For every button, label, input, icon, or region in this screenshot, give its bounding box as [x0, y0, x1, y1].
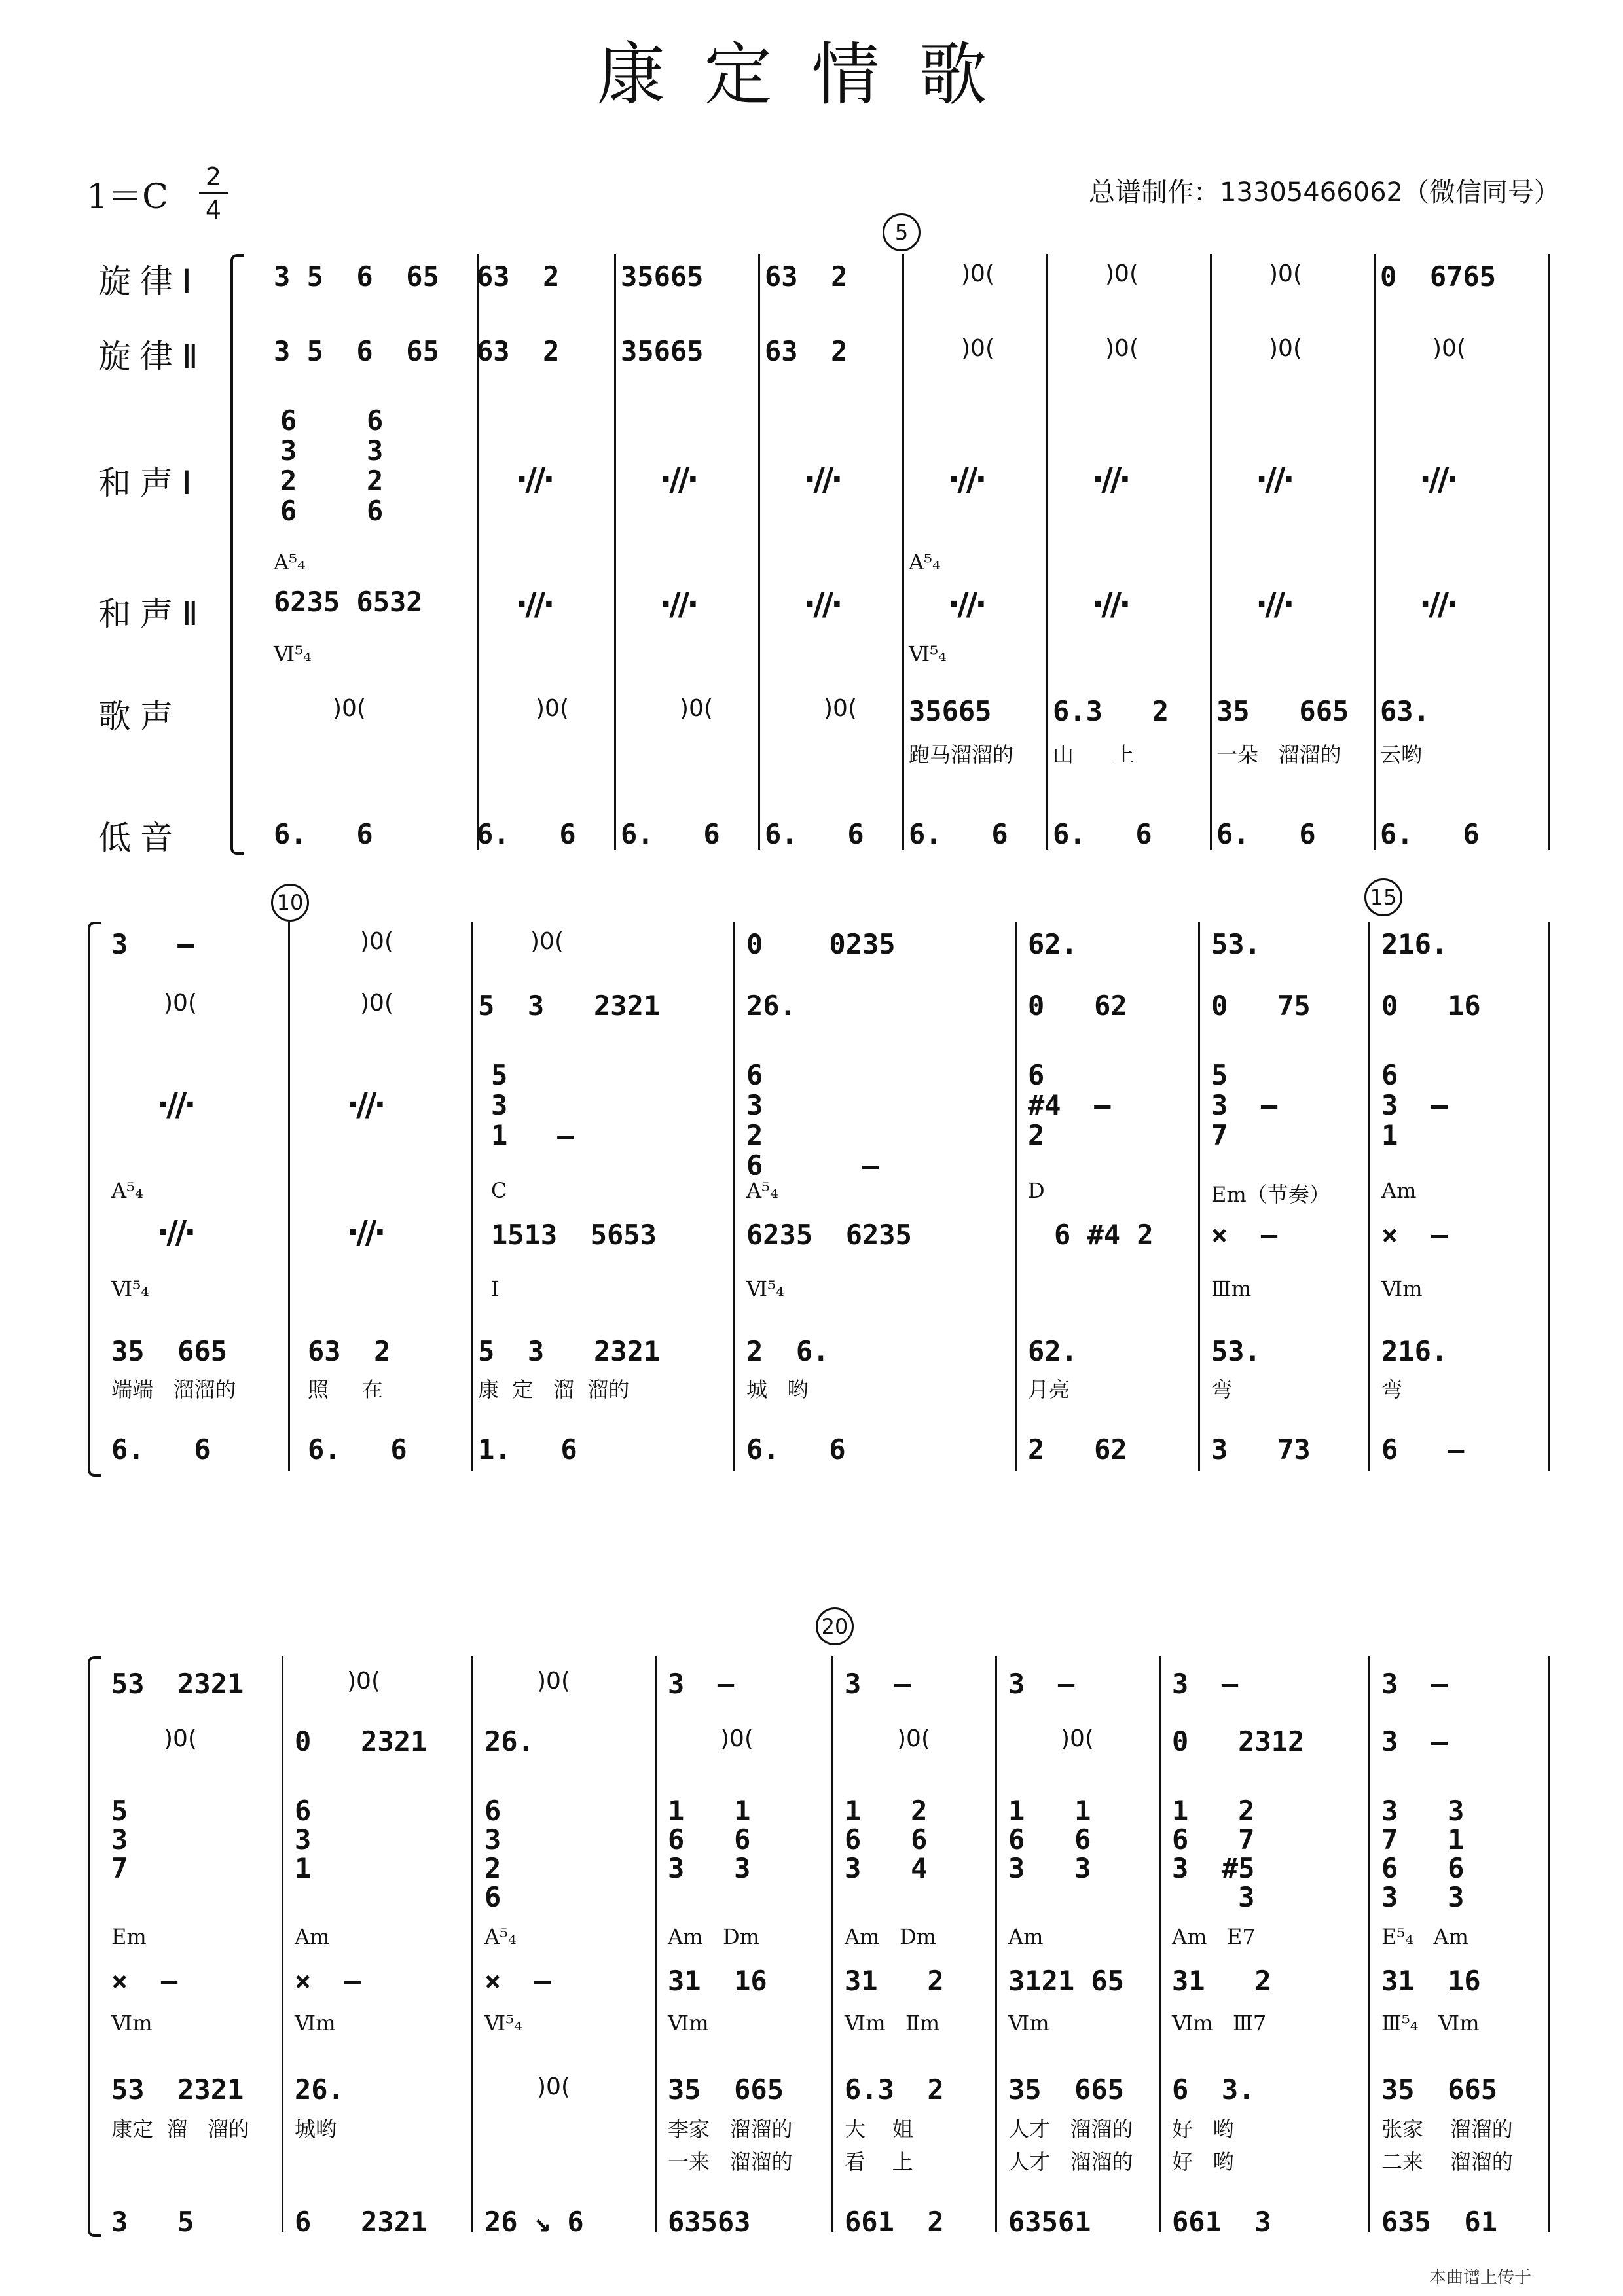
melody2-measure: 0 2312 — [1172, 1725, 1305, 1757]
harmony1-chord-stack: 5 3 1 – — [491, 1059, 574, 1151]
harmony2-chord-label: A⁵₄ — [111, 1178, 143, 1203]
harmony2-measure: × – — [295, 1965, 361, 1997]
melody1-measure: 3 – — [668, 1668, 735, 1700]
melody2-measure: 0 2321 — [295, 1725, 428, 1757]
system3-barline — [471, 1656, 473, 2232]
bass-measure: 63561 — [1008, 2206, 1091, 2238]
vocal-measure: 5 3 2321 — [478, 1335, 661, 1367]
melody1-measure: 62. — [1028, 928, 1078, 960]
lyric-line: 看 上 — [845, 2149, 913, 2174]
harmony2-measure: × – — [1211, 1219, 1278, 1251]
bass-measure: 6 2321 — [295, 2206, 428, 2238]
vocal-measure: 35 665 — [1381, 2073, 1498, 2106]
melody2-measure: 0 62 — [1028, 990, 1127, 1022]
system2-barline — [471, 922, 473, 1471]
system3-brace — [88, 1656, 101, 2237]
harmony1-repeat-sign: ·//· — [804, 461, 841, 498]
harmony2-measure: 31 16 — [1381, 1965, 1481, 1997]
harmony2-roman-label: Ⅵ⁵₄ — [746, 1276, 784, 1301]
vocal-measure: 62. — [1028, 1335, 1078, 1367]
melody1-measure: 3 5 6 65 — [274, 260, 439, 293]
harmony1-repeat-sign: ·//· — [948, 461, 985, 498]
melody1-measure: )0( — [530, 928, 564, 955]
harmony2-repeat-sign: ·//· — [347, 1214, 384, 1251]
harmony1-chord-stack: 6 3 2 6 — [484, 1795, 501, 1913]
time-signature-top: 2 — [205, 162, 222, 191]
system2-barline — [1368, 922, 1370, 1471]
harmony2-chord-label: Am Dm — [845, 1924, 936, 1949]
harmony2-roman-label: Ⅵm — [111, 2011, 153, 2036]
vocal-rest: )0( — [680, 695, 713, 722]
harmony2-roman-label: Ⅵm — [1008, 2011, 1049, 2036]
bass-measure: 1. 6 — [478, 1433, 577, 1465]
system1-barline — [1210, 254, 1212, 850]
harmony2-roman-label: Ⅵ⁵₄ — [274, 641, 312, 666]
staff-label-harmony2: 和声Ⅱ — [98, 595, 208, 633]
vocal-measure: 53. — [1211, 1335, 1261, 1367]
harmony2-measure: 3121 65 — [1008, 1965, 1125, 1997]
harmony2-chord-label: Am Dm — [668, 1924, 759, 1949]
harmony2-measure: 6235 6235 — [746, 1219, 912, 1251]
harmony2-chord-label: Am — [1008, 1924, 1044, 1949]
lyric-line: 人才 溜溜的 — [1008, 2149, 1133, 2174]
melody1-measure: )0( — [347, 1668, 380, 1695]
harmony2-repeat-sign: ·//· — [660, 586, 697, 622]
vocal-measure: 26. — [295, 2073, 344, 2106]
harmony2-measure: 31 2 — [1172, 1965, 1271, 1997]
melody1-measure: 35665 — [621, 260, 704, 293]
harmony2-chord-label: A⁵₄ — [484, 1924, 517, 1949]
harmony2-repeat-sign: ·//· — [1419, 586, 1456, 622]
bass-measure: 3 73 — [1211, 1433, 1311, 1465]
vocal-measure: 35 665 — [1216, 695, 1349, 727]
lyric-line: 云哟 — [1380, 742, 1423, 767]
system2-barline — [1015, 922, 1017, 1471]
bass-measure: 6. 6 — [1053, 818, 1152, 850]
lyric-line: 月亮 — [1028, 1377, 1070, 1402]
harmony2-roman-label: Ⅵm — [1381, 1276, 1423, 1301]
harmony1-chord-stack: 6 #4 – 2 — [1028, 1059, 1111, 1151]
bass-measure: 63563 — [668, 2206, 751, 2238]
melody2-measure: )0( — [961, 335, 994, 362]
harmony2-roman-label: Ⅲm — [1211, 1276, 1252, 1301]
harmony2-measure: × – — [111, 1965, 178, 1997]
harmony2-measure: × – — [484, 1965, 551, 1997]
bass-measure: 3 5 — [111, 2206, 194, 2238]
bass-measure: 6. 6 — [621, 818, 720, 850]
lyric-line: 一朵 溜溜的 — [1216, 742, 1341, 767]
lyric-line: 端端 溜溜的 — [111, 1377, 236, 1402]
harmony2-chord-label: E⁵₄ Am — [1381, 1924, 1468, 1949]
lyric-line: 好 哟 — [1172, 2149, 1234, 2174]
harmony2-chord-label: Am — [295, 1924, 330, 1949]
melody1-measure: 53 2321 — [111, 1668, 244, 1700]
vocal-rest: )0( — [333, 695, 366, 722]
melody2-measure: 26. — [484, 1725, 534, 1757]
vocal-measure: 35665 — [909, 695, 992, 727]
harmony2-repeat-sign: ·//· — [157, 1214, 194, 1251]
bass-measure: 6. 6 — [477, 818, 576, 850]
system1-barline — [614, 254, 616, 850]
melody1-measure: )0( — [360, 928, 393, 955]
harmony1-chord-stack: 1 2 6 6 3 4 — [845, 1795, 928, 1884]
melody2-measure: )0( — [1269, 335, 1302, 362]
harmony1-repeat-sign: ·//· — [1419, 461, 1456, 498]
melody1-measure: 3 – — [111, 928, 194, 960]
system1-brace — [230, 254, 244, 855]
melody1-measure: )0( — [537, 1668, 570, 1695]
harmony1-chord-stack: 1 1 6 6 3 3 — [1008, 1795, 1091, 1884]
harmony1-repeat-sign: ·//· — [347, 1086, 384, 1123]
melody1-measure: 63 2 — [477, 260, 560, 293]
vocal-measure: 216. — [1381, 1335, 1448, 1367]
harmony2-chord-label: A⁵₄ — [274, 550, 306, 575]
time-signature-bottom: 4 — [205, 196, 222, 224]
system3-barline — [1368, 1656, 1370, 2232]
vocal-measure: 35 665 — [668, 2073, 784, 2106]
harmony2-repeat-sign: ·//· — [1256, 586, 1292, 622]
bass-measure: 661 3 — [1172, 2206, 1271, 2238]
time-signature — [199, 162, 228, 224]
melody2-measure: 63 2 — [477, 335, 560, 367]
melody1-measure: 63 2 — [765, 260, 848, 293]
measure-number-5: 5 — [883, 213, 921, 251]
lyric-line: 人才 溜溜的 — [1008, 2117, 1133, 2142]
bass-measure: 6. 6 — [308, 1433, 407, 1465]
melody2-measure: )0( — [164, 1725, 197, 1752]
harmony2-chord-label: Am — [1381, 1178, 1417, 1203]
lyric-line: 城 哟 — [746, 1377, 809, 1402]
harmony1-chord-stack: 6 3 1 — [295, 1795, 312, 1884]
vocal-measure: 2 6. — [746, 1335, 830, 1367]
harmony2-chord-label: Am E7 — [1172, 1924, 1256, 1949]
harmony2-chord-label: D — [1028, 1178, 1045, 1203]
score-credit: 总谱制作：13305466062（微信同号） — [1089, 177, 1560, 207]
melody2-measure: 3 – — [1381, 1725, 1448, 1757]
harmony2-roman-label: Ⅵm — [668, 2011, 709, 2036]
harmony2-measure: 1513 5653 — [491, 1219, 657, 1251]
vocal-measure: 35 665 — [111, 1335, 228, 1367]
melody2-measure: )0( — [164, 990, 197, 1016]
harmony2-measure: 31 16 — [668, 1965, 767, 1997]
measure-number-15: 15 — [1364, 878, 1402, 916]
page-title: 康定情歌 — [596, 35, 1027, 115]
staff-label-bass: 低音 — [98, 819, 182, 857]
melody2-measure: 26. — [746, 990, 796, 1022]
system2-barline — [1198, 922, 1200, 1471]
harmony2-roman-label: Ⅲ⁵₄ Ⅵm — [1381, 2011, 1480, 2036]
bass-measure: 6 – — [1381, 1433, 1465, 1465]
melody1-measure: 3 – — [1172, 1668, 1239, 1700]
vocal-measure: 63 2 — [308, 1335, 391, 1367]
bass-measure: 661 2 — [845, 2206, 944, 2238]
harmony1-chord-stack: 1 1 6 6 3 3 — [668, 1795, 751, 1884]
melody2-measure: )0( — [897, 1725, 930, 1752]
system3-barline — [831, 1656, 833, 2232]
bass-measure: 6. 6 — [111, 1433, 211, 1465]
melody2-measure: 0 16 — [1381, 990, 1481, 1022]
lyric-line: 弯 — [1211, 1377, 1233, 1402]
harmony2-roman-label: Ⅵm Ⅱm — [845, 2011, 940, 2036]
system1-barline — [1374, 254, 1376, 850]
bass-measure: 6. 6 — [1216, 818, 1316, 850]
melody2-measure: )0( — [360, 990, 393, 1016]
melody2-measure: 3 5 6 65 — [274, 335, 439, 367]
harmony2-measure: 6 #4 2 — [1054, 1219, 1154, 1251]
system1-barline — [902, 254, 904, 850]
staff-label-vocal: 歌声 — [98, 698, 182, 736]
vocal-measure: 53 2321 — [111, 2073, 244, 2106]
system2-barline — [288, 922, 290, 1471]
footer-note: 本曲谱上传于 — [1429, 2268, 1531, 2287]
system3-barline — [1159, 1656, 1161, 2232]
harmony2-chord-label: C — [491, 1178, 507, 1203]
lyric-line: 二来 溜溜的 — [1381, 2149, 1513, 2174]
bass-measure: 6. 6 — [274, 818, 373, 850]
vocal-measure: 35 665 — [1008, 2073, 1125, 2106]
harmony2-roman-label: Ⅵ⁵₄ — [484, 2011, 522, 2036]
vocal-measure: 6.3 2 — [845, 2073, 944, 2106]
harmony1-repeat-sign: ·//· — [660, 461, 697, 498]
system2-barline — [1548, 922, 1550, 1471]
vocal-measure: )0( — [537, 2073, 570, 2100]
melody2-measure: 63 2 — [765, 335, 848, 367]
harmony2-roman-label: Ⅵ⁵₄ — [909, 641, 947, 666]
harmony2-chord-label: Em — [111, 1924, 147, 1949]
harmony1-repeat-sign: ·//· — [1092, 461, 1129, 498]
melody2-measure: )0( — [1061, 1725, 1094, 1752]
measure-number-20: 20 — [816, 1607, 854, 1645]
harmony1-chord-stack: 6 3 – 1 — [1381, 1059, 1448, 1151]
melody1-measure: )0( — [1269, 260, 1302, 287]
lyric-line: 康 定 溜 溜的 — [478, 1377, 630, 1402]
vocal-measure: 6 3. — [1172, 2073, 1255, 2106]
melody2-measure: )0( — [720, 1725, 754, 1752]
melody1-measure: 3 – — [1381, 1668, 1448, 1700]
melody1-measure: )0( — [961, 260, 994, 287]
harmony2-measure: × – — [1381, 1219, 1448, 1251]
harmony2-roman-label: Ⅵm Ⅲ7 — [1172, 2011, 1267, 2036]
melody2-measure: 0 75 — [1211, 990, 1311, 1022]
key-signature: 1＝C — [86, 177, 168, 217]
staff-label-melody2: 旋律Ⅱ — [98, 338, 208, 376]
harmony1-repeat-sign: ·//· — [1256, 461, 1292, 498]
bass-measure: 6. 6 — [909, 818, 1008, 850]
harmony2-repeat-sign: ·//· — [948, 586, 985, 622]
system2-brace — [88, 922, 101, 1477]
system1-barline — [1548, 254, 1550, 850]
harmony2-measure: 6235 6532 — [274, 586, 423, 618]
bass-measure: 6. 6 — [1380, 818, 1480, 850]
harmony2-roman-label: Ⅰ — [491, 1276, 500, 1301]
harmony1-repeat-sign: ·//· — [516, 461, 553, 498]
staff-label-harmony1: 和声Ⅰ — [98, 464, 201, 502]
bass-measure: 26 ↘ 6 — [484, 2206, 584, 2238]
lyric-line: 好 哟 — [1172, 2117, 1234, 2142]
harmony2-repeat-sign: ·//· — [1092, 586, 1129, 622]
bass-measure: 6. 6 — [765, 818, 864, 850]
system3-barline — [995, 1656, 997, 2232]
lyric-line: 张家 溜溜的 — [1381, 2117, 1513, 2142]
lyric-line: 李家 溜溜的 — [668, 2117, 793, 2142]
bass-measure: 635 61 — [1381, 2206, 1498, 2238]
lyric-line: 照 在 — [308, 1377, 383, 1402]
melody2-measure: 5 3 2321 — [478, 990, 661, 1022]
melody1-measure: 0 6765 — [1380, 260, 1497, 293]
melody1-measure: 3 – — [1008, 1668, 1075, 1700]
bass-measure: 2 62 — [1028, 1433, 1127, 1465]
harmony2-roman-label: Ⅵm — [295, 2011, 336, 2036]
vocal-measure: 63. — [1380, 695, 1430, 727]
system3-barline — [1548, 1656, 1550, 2232]
melody1-measure: )0( — [1105, 260, 1139, 287]
vocal-rest: )0( — [536, 695, 569, 722]
harmony1-chord-stack: 1 2 6 7 3 #5 3 — [1172, 1795, 1255, 1913]
harmony2-repeat-sign: ·//· — [804, 586, 841, 622]
bass-measure: 6. 6 — [746, 1433, 846, 1465]
lyric-line: 大 姐 — [845, 2117, 913, 2142]
harmony1-chord-stack: 3 3 7 1 6 6 3 3 — [1381, 1795, 1465, 1913]
system2-barline — [733, 922, 735, 1471]
staff-label-melody1: 旋律Ⅰ — [98, 262, 201, 300]
system1-barline — [758, 254, 760, 850]
harmony1-chord-stack: 5 3 – 7 — [1211, 1059, 1278, 1151]
lyric-line: 弯 — [1381, 1377, 1403, 1402]
harmony2-roman-label: Ⅵ⁵₄ — [111, 1276, 149, 1301]
harmony2-repeat-sign: ·//· — [516, 586, 553, 622]
melody1-measure: 53. — [1211, 928, 1261, 960]
melody2-measure: )0( — [1432, 335, 1466, 362]
harmony2-chord-label: A⁵₄ — [909, 550, 941, 575]
lyric-line: 城哟 — [295, 2117, 337, 2142]
system3-barline — [655, 1656, 657, 2232]
melody2-measure: )0( — [1105, 335, 1139, 362]
melody1-measure: 3 – — [845, 1668, 911, 1700]
system1-barline — [1046, 254, 1048, 850]
vocal-rest: )0( — [824, 695, 857, 722]
vocal-measure: 6.3 2 — [1053, 695, 1169, 727]
melody2-measure: 35665 — [621, 335, 704, 367]
lyric-line: 山 上 — [1053, 742, 1135, 767]
harmony2-chord-label: Em（节奏） — [1211, 1182, 1330, 1207]
harmony1-chord-stack: 6 3 2 6 – — [746, 1059, 879, 1181]
harmony1-chord-stack: 6 3 2 6 — [367, 404, 384, 527]
harmony2-measure: 31 2 — [845, 1965, 944, 1997]
system3-barline — [282, 1656, 283, 2232]
melody1-measure: 216. — [1381, 928, 1448, 960]
lyric-line: 一来 溜溜的 — [668, 2149, 793, 2174]
lyric-line: 跑马溜溜的 — [909, 742, 1014, 767]
harmony1-repeat-sign: ·//· — [157, 1086, 194, 1123]
measure-number-10: 10 — [271, 884, 309, 922]
lyric-line: 康定 溜 溜的 — [111, 2117, 249, 2142]
harmony1-chord-stack: 6 3 2 6 — [280, 404, 297, 527]
harmony1-chord-stack: 5 3 7 — [111, 1795, 128, 1884]
harmony2-chord-label: A⁵₄ — [746, 1178, 778, 1203]
melody1-measure: 0 0235 — [746, 928, 896, 960]
